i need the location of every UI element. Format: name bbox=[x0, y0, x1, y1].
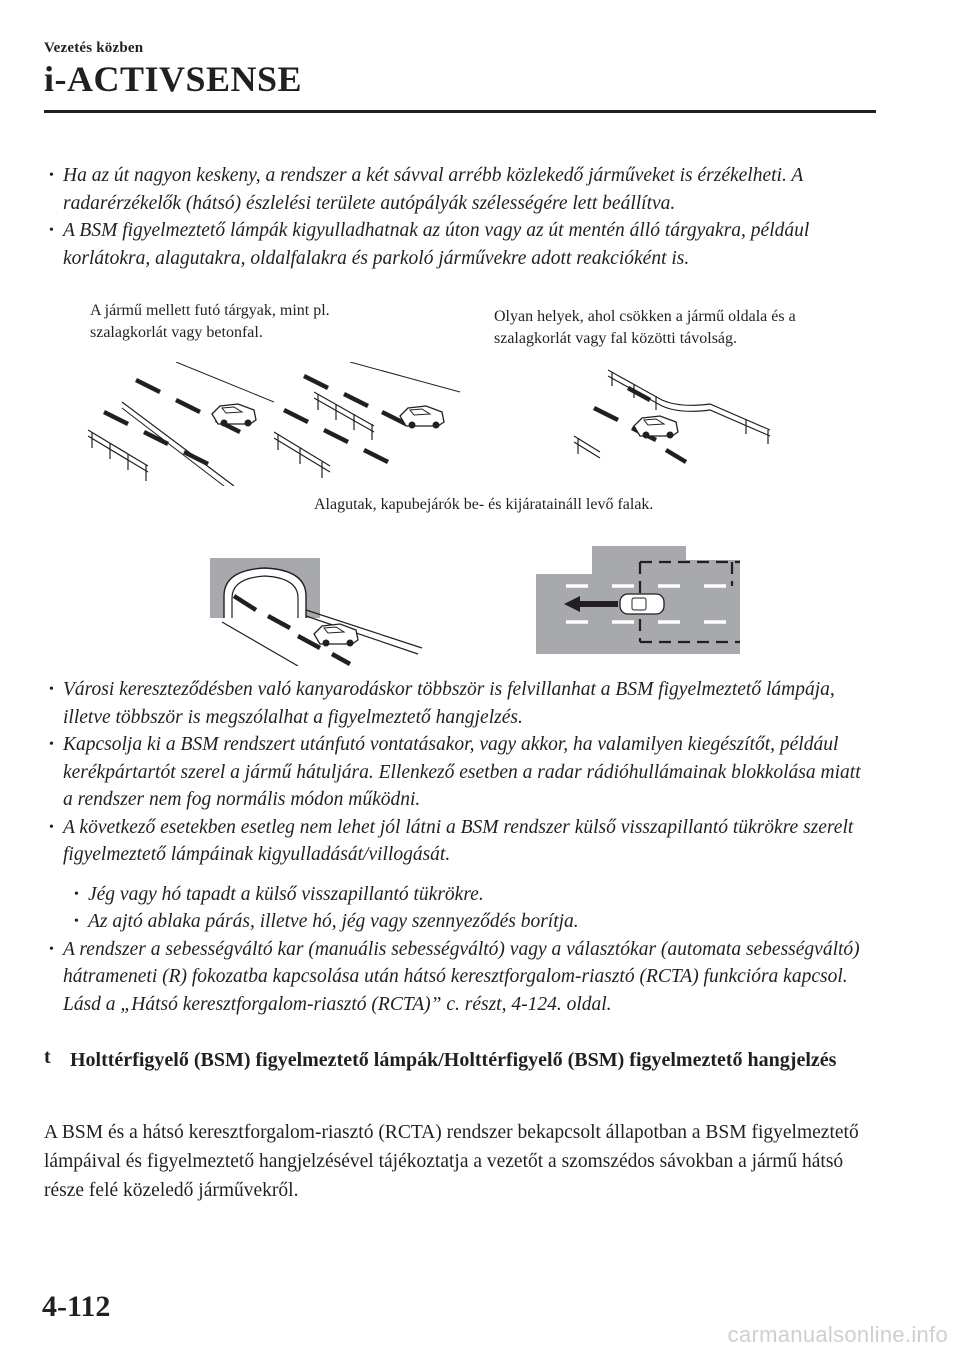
bullet-text: A BSM figyelmeztető lámpák kigyulladhatnak az úton vagy az út mentén álló tárgyakra, például korlátokra, alagutakra, oldalfalakra és parkoló járművekre adott reakcióként is. bbox=[63, 220, 810, 269]
bullet-text: Ha az út nagyon keskeny, a rendszer a két sávval arrébb közlekedő járműveket is érzékelheti. A radarérzékelők (hátsó) észlelési területe autópályák szélességére lett beállítva. bbox=[63, 165, 803, 214]
bullet-item bbox=[46, 731, 866, 814]
watermark: carmanualsonline.info bbox=[727, 1322, 948, 1347]
caption-narrowing-distance: Olyan helyek, ahol csökken a jármű oldala és a szalagkorlát vagy fal közötti távolság. bbox=[494, 308, 796, 347]
section-label: Vezetés közben bbox=[44, 40, 144, 56]
bullet-dot: • bbox=[74, 914, 79, 929]
bullet-dot: • bbox=[49, 737, 54, 752]
bullet-text: A következő esetekben esetleg nem lehet jól látni a BSM rendszer külső visszapillantó tükrökre szerelt figyelmeztető lámpáinak kigyulladását/villogását. bbox=[63, 816, 854, 865]
caption-objects-beside-vehicle: A jármű mellett futó tárgyak, mint pl. szalagkorlát vagy betonfal. bbox=[90, 302, 330, 341]
subsection-heading: Holttérfigyelő (BSM) figyelmeztető lámpák/Holttérfigyelő (BSM) figyelmeztető hangjelzés bbox=[70, 1049, 837, 1071]
bullet-item bbox=[46, 217, 866, 272]
illustration-tunnel-entrance bbox=[208, 556, 424, 666]
bullet-dot: • bbox=[49, 819, 54, 835]
subsection-bsm-warning bbox=[44, 1046, 864, 1074]
illustration-guardrail-both-sides bbox=[270, 362, 470, 486]
bullet-text: Városi kereszteződésben való kanyarodáskor többször is felvillanhat a BSM figyelmeztető lámpája, illetve többször is megszólalhat a figyelmeztető hangjelzés. bbox=[63, 679, 835, 728]
bullet-text: A rendszer a sebességváltó kar (manuális sebességváltó) vagy a választókar (automata sebességváltó) hátrameneti (R) fokozatba kapcsolása után hátsó keresztforgalom-riasztó (RCTA) funkcióra kapcsol. bbox=[63, 938, 860, 987]
bullet-dot: • bbox=[49, 682, 54, 697]
header-rule bbox=[44, 110, 876, 113]
bullet-item bbox=[46, 162, 866, 217]
bullet-dot: • bbox=[49, 168, 54, 183]
bullet-dot: • bbox=[49, 223, 54, 238]
illustration-guardrail-road bbox=[84, 362, 274, 486]
sub-bullet-item bbox=[71, 881, 866, 909]
body-paragraph: A BSM és a hátsó keresztforgalom-riasztó (RCTA) rendszer bekapcsolt állapotban a BSM figyelmeztető lámpáival és figyelmeztető hangjelzésével tájékoztatja a vezetőt a szomszédos sávokban a jármű hátsó része felé közeledő járművekről. bbox=[44, 1122, 859, 1201]
sub-bullet-text: Jég vagy hó tapadt a külső visszapillantó tükrökre. bbox=[88, 883, 484, 905]
bullet-list-bottom bbox=[46, 676, 866, 1018]
sub-bullet-text: Az ajtó ablaka párás, illetve hó, jég vagy szennyeződés borítja. bbox=[88, 911, 579, 932]
chapter-title: i-ACTIVSENSE bbox=[44, 59, 303, 99]
subsection-marker-icon: t bbox=[44, 1046, 51, 1068]
bullet-dot: • bbox=[74, 886, 79, 902]
illustration-narrowing-guardrail bbox=[570, 364, 780, 474]
bullet-list-top bbox=[46, 162, 866, 272]
bullet-item bbox=[46, 936, 866, 991]
cross-reference: Lásd a „Hátsó keresztforgalom-riasztó (RCTA)” c. részt, 4-124. oldal. bbox=[63, 993, 612, 1015]
sub-bullet-item bbox=[71, 908, 866, 936]
illustration-gate-walls-top-view bbox=[536, 546, 740, 654]
bullet-text: Kapcsolja ki a BSM rendszert utánfutó vontatásakor, vagy akkor, ha valamilyen kiegészítőt, például kerékpártartót szerel a jármű hátuljára. Ellenkező esetben a radar rádióhullámainak blokkolása miatt a rendszer nem fog normális módon működni. bbox=[63, 734, 861, 810]
bullet-dot: • bbox=[49, 941, 54, 957]
bullet-item bbox=[46, 676, 866, 731]
bullet-item bbox=[46, 814, 866, 869]
caption-tunnel-walls: Alagutak, kapubejárók be- és kijárataináll levő falak. bbox=[314, 496, 654, 513]
page-number: 4-112 bbox=[42, 1290, 111, 1323]
